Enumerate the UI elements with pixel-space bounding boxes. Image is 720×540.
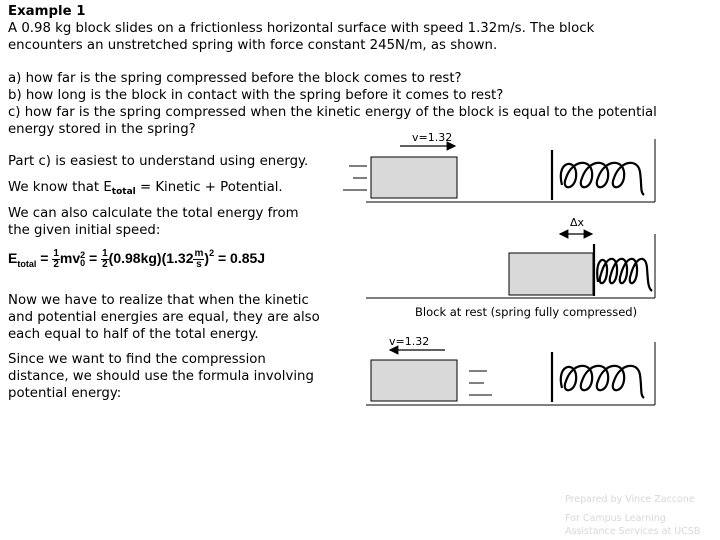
credit-line-1: Prepared by Vince Zaccone: [565, 494, 695, 505]
question-c-cont: energy stored in the spring?: [8, 122, 196, 137]
diagram-return: [366, 342, 655, 405]
block-bottom: [371, 360, 457, 401]
eq-close-paren: ): [204, 250, 210, 266]
eq-lhs: E: [8, 250, 18, 266]
spring-coils-bottom: [561, 366, 644, 398]
compression-note-2: distance, we should use the formula involving: [8, 369, 314, 384]
block-top: [371, 157, 457, 198]
velocity-label-top: v=1.32: [412, 131, 453, 144]
energy-sum-pre: We know that E: [8, 180, 112, 195]
eq-half-1-den: 2: [53, 258, 59, 270]
credit-line-3: Assistance Services at UCSB: [565, 526, 701, 537]
half-energy-note-3: each equal to half of the total energy.: [8, 327, 259, 342]
intro-line-1: A 0.98 kg block slides on a frictionless horizontal surface with speed 1.32m/s. The block: [8, 21, 595, 36]
eq-mv: mv: [59, 250, 81, 266]
velocity-label-bottom: v=1.32: [389, 335, 430, 348]
eq-square: 2: [209, 248, 215, 258]
energy-sum-sub: total: [111, 187, 136, 197]
energy-sum-post: = Kinetic + Potential.: [135, 180, 283, 195]
block-middle: [509, 253, 593, 295]
diagram-approach: [343, 139, 655, 202]
rest-caption: Block at rest (spring fully compressed): [415, 305, 638, 319]
eq-result: = 0.85J: [214, 250, 266, 266]
eq-mass-speed: (0.98kg)(1.32: [108, 250, 194, 266]
eq-equals-1: =: [36, 250, 53, 266]
intro-line-2: encounters an unstretched spring with force constant 245N/m, as shown.: [8, 38, 498, 53]
eq-mv-sub: 0: [80, 258, 86, 269]
half-energy-note-1: Now we have to realize that when the kinetic: [8, 293, 309, 308]
eq-half-1-num: 1: [53, 247, 59, 259]
compression-note-3: potential energy:: [8, 386, 122, 401]
diagram-compressed: [366, 234, 655, 298]
eq-unit-num: m: [194, 247, 204, 259]
compression-note-1: Since we want to find the compression: [8, 352, 266, 367]
question-b: b) how long is the block in contact with the spring before it comes to rest?: [8, 88, 504, 103]
spring-coils-middle: [597, 259, 652, 291]
eq-equals-2: =: [85, 250, 102, 266]
half-energy-note-2: and potential energies are equal, they are also: [8, 310, 320, 325]
part-c-note: Part c) is easiest to understand using energy.: [8, 154, 309, 169]
eq-half-2-num: 1: [102, 247, 108, 259]
eq-unit-den: s: [196, 258, 202, 270]
eq-lhs-sub: total: [17, 259, 37, 269]
total-energy-note-1: We can also calculate the total energy from: [8, 206, 299, 221]
spring-coils-top: [561, 163, 644, 195]
dx-label: Δx: [570, 216, 585, 229]
eq-mv-sup: 2: [80, 250, 86, 261]
eq-half-2-den: 2: [102, 258, 108, 270]
credit-line-2: For Campus Learning: [565, 513, 666, 524]
question-a: a) how far is the spring compressed before the block comes to rest?: [8, 71, 462, 86]
total-energy-note-2: the given initial speed:: [8, 223, 161, 238]
question-c: c) how far is the spring compressed when the kinetic energy of the block is equal to the potential: [8, 105, 657, 120]
example-title: Example 1: [8, 4, 86, 19]
